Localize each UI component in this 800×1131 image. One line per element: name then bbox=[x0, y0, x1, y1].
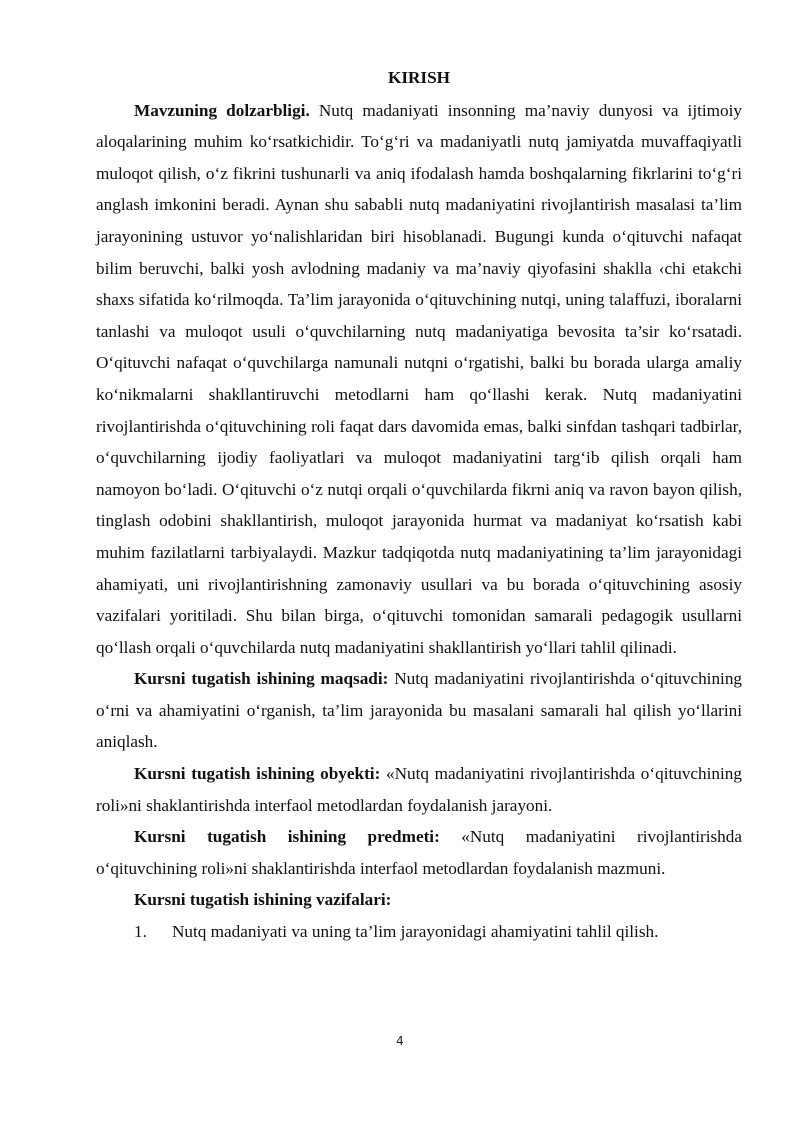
paragraph-text: «Nutq madaniyatini rivojlantirishda o‘qituvchining roli»ni shaklantirishda interfaol metodlardan foydalanish mazmuni. bbox=[96, 827, 742, 878]
paragraph-relevance bbox=[96, 95, 742, 664]
document-page bbox=[96, 62, 742, 948]
page-number: 4 bbox=[396, 1034, 404, 1048]
list-item bbox=[96, 916, 742, 948]
list-number: 1. bbox=[134, 922, 147, 942]
paragraph-heading: Kursni tugatish ishining obyekti: bbox=[134, 764, 381, 784]
paragraph-goal bbox=[96, 663, 742, 758]
section-title: KIRISH bbox=[387, 68, 451, 87]
paragraph-subject bbox=[96, 821, 742, 884]
list-item-text: Nutq madaniyati va uning ta’lim jarayonidagi ahamiyatini tahlil qilish. bbox=[172, 922, 659, 942]
paragraph-tasks bbox=[96, 884, 742, 916]
paragraph-heading: Mavzuning dolzarbligi. bbox=[134, 100, 310, 120]
paragraph-text: Nutq madaniyatini rivojlantirishda o‘qituvchining o‘rni va ahamiyatini o‘rganish, ta’lim jarayonida bu masalani samarali hal qilish yo‘llarini aniqlash. bbox=[96, 669, 743, 752]
paragraph-object bbox=[96, 758, 742, 821]
paragraph-text: «Nutq madaniyatini rivojlantirishda o‘qituvchining roli»ni shaklantirishda interfaol metodlardan foydalanish jarayoni. bbox=[96, 764, 742, 815]
paragraph-heading: Kursni tugatish ishining vazifalari: bbox=[134, 890, 392, 910]
paragraph-heading: Kursni tugatish ishining predmeti: bbox=[134, 827, 440, 847]
paragraph-text: Nutq madaniyati insonning ma’naviy dunyosi va ijtimoiy aloqalarining muhim ko‘rsatkichidir. To‘g‘ri va madaniyatli nutq jamiyatda muvaffaqiyatli muloqot qilish, o‘z fikrini tushunarli va aniq ifodalash hamda boshqalarning fikrlarini to‘g‘ri anglash imkonini beradi. Aynan shu sababli nutq madaniyatini rivojlantirish masalasi ta’lim jarayonining ustuvor yo‘nalishlaridan biri hisoblanadi. Bugungi kunda o‘qituvchi nafaqat bilim beruvchi, balki yosh avlodning madaniy va ma’naviy qiyofasini shaklla ‹chi etakchi shaxs sifatida ko‘rilmoqda. Ta’lim jarayonida o‘qituvchining nutqi, uning talaffuzi, iboralarni tanlashi va muloqot usuli o‘quvchilarning nutq madaniyatiga bevosita ta’sir ko‘rsatadi. O‘qituvchi nafaqat o‘quvchilarga namunali nutqni o‘rgatishi, balki bu borada ularga amaliy ko‘nikmalarni shakllantiruvchi metodlarni ham qo‘llashi kerak. Nutq madaniyatini rivojlantirishda o‘qituvchining roli faqat dars davomida emas, balki sinfdan tashqari tadbirlar, o‘quvchilarning ijodiy faoliyatlari va muloqot madaniyatini targ‘ib qilish orqali ham namoyon bo‘ladi. O‘qituvchi o‘z nutqi orqali o‘quvchilarda fikrni aniq va ravon bayon qilish, tinglash odobini shakllantirish, muloqot jarayonida hurmat va madaniyat ko‘rsatish kabi muhim fazilatlarni tarbiyalaydi. Mazkur tadqiqotda nutq madaniyatining ta’lim jarayonidagi ahamiyati, uni rivojlantirishning zamonaviy usullari va bu borada o‘qituvchining asosiy vazifalari yoritiladi. Shu bilan birga, o‘qituvchi tomonidan samarali pedagogik usullarni qo‘llash orqali o‘quvchilarda nutq madaniyatini shakllantirish yo‘llari tahlil qilinadi. bbox=[96, 100, 742, 657]
paragraph-heading: Kursni tugatish ishining maqsadi: bbox=[134, 669, 389, 689]
